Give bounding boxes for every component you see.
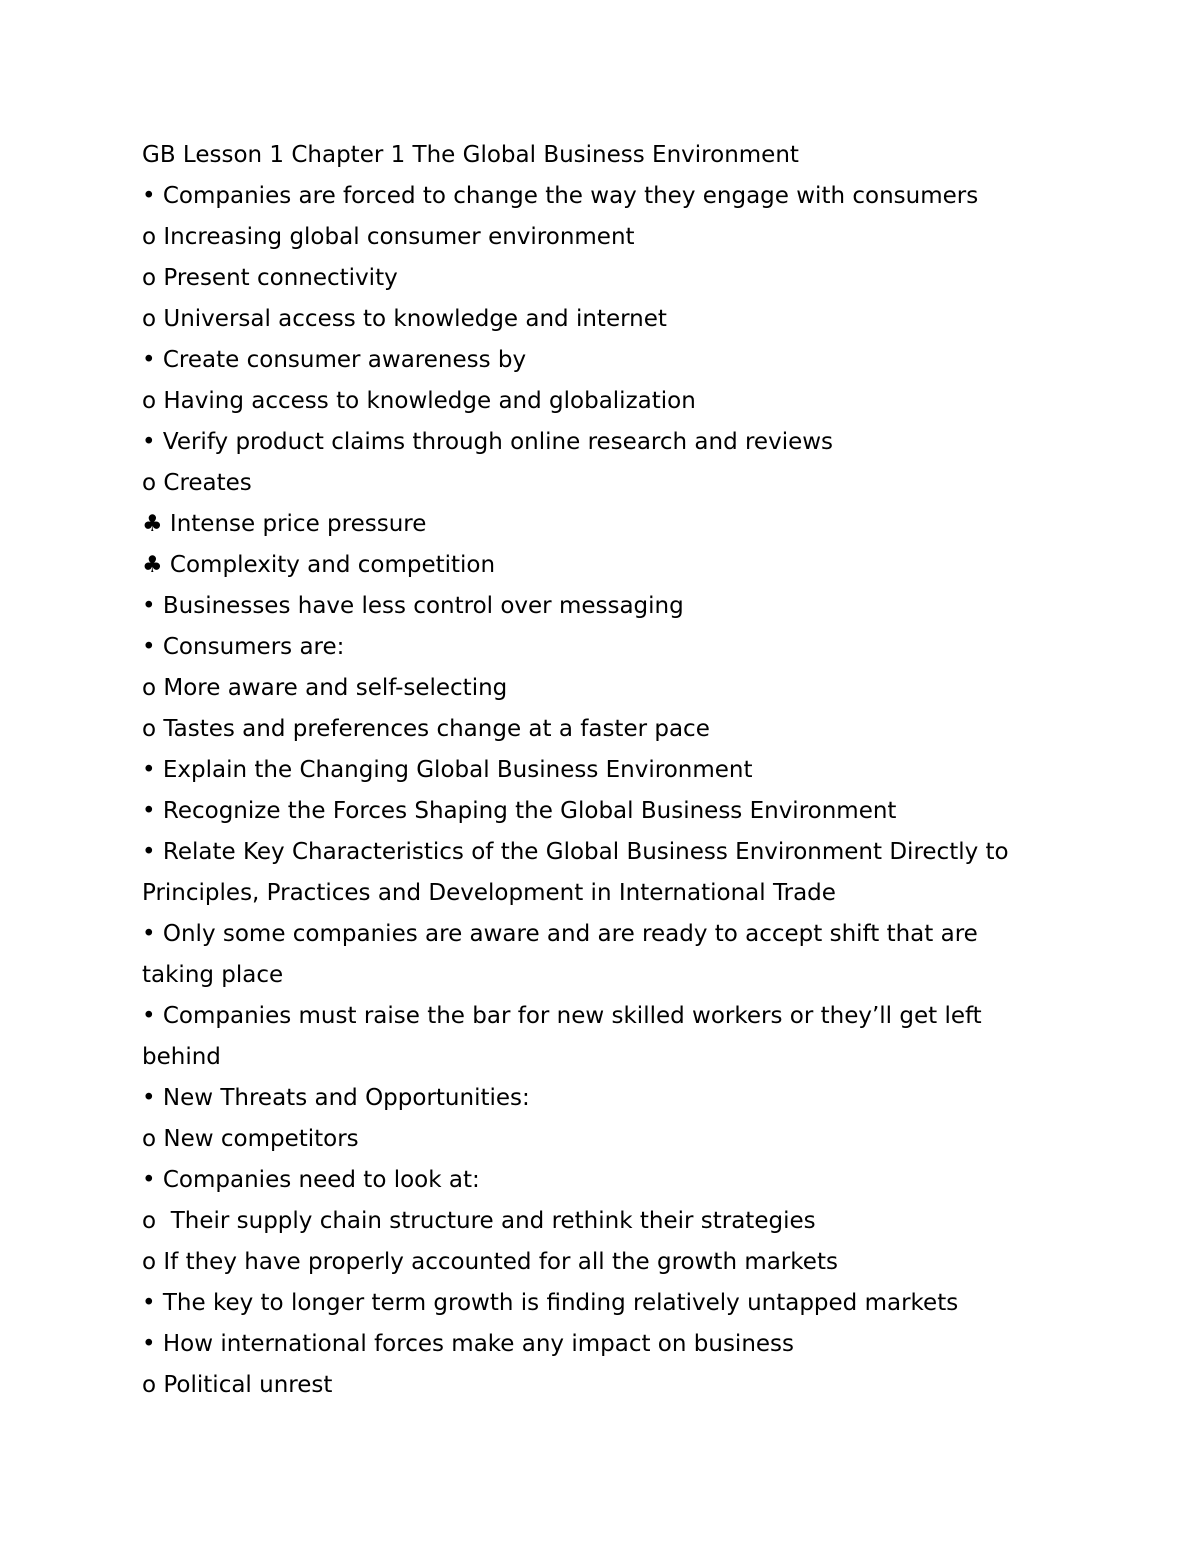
document-line: o Universal access to knowledge and internet (142, 306, 667, 332)
document-line: o Having access to knowledge and globalization (142, 388, 696, 414)
document-line: o Their supply chain structure and rethink their strategies (142, 1208, 816, 1234)
document-line: • How international forces make any impact on business (142, 1331, 795, 1357)
document-line: Principles, Practices and Development in International Trade (142, 880, 836, 906)
document-line: • Verify product claims through online research and reviews (142, 429, 834, 455)
document-line: taking place (142, 962, 284, 988)
document-line: o Political unrest (142, 1372, 333, 1398)
document-line: ♣ Complexity and competition (142, 552, 496, 578)
document-title: GB Lesson 1 Chapter 1 The Global Business Environment (142, 142, 799, 168)
document-line: ♣ Intense price pressure (142, 511, 427, 537)
document-line: behind (142, 1044, 221, 1070)
document-line: • Companies are forced to change the way they engage with consumers (142, 183, 979, 209)
document-line: • Create consumer awareness by (142, 347, 527, 373)
document-line: • New Threats and Opportunities: (142, 1085, 530, 1111)
document-line: o Present connectivity (142, 265, 398, 291)
document-line: o Increasing global consumer environment (142, 224, 635, 250)
document-line: o Creates (142, 470, 252, 496)
document-body (142, 135, 1042, 1406)
document-line: o If they have properly accounted for all the growth markets (142, 1249, 838, 1275)
document-line: • Only some companies are aware and are ready to accept shift that are (142, 921, 978, 947)
document-line: o Tastes and preferences change at a faster pace (142, 716, 710, 742)
document-line: • Relate Key Characteristics of the Global Business Environment Directly to (142, 839, 1009, 865)
document-line: • Recognize the Forces Shaping the Global Business Environment (142, 798, 897, 824)
document-line: o New competitors (142, 1126, 359, 1152)
document-line: • Explain the Changing Global Business Environment (142, 757, 753, 783)
document-line: • Businesses have less control over messaging (142, 593, 684, 619)
document-line: • The key to longer term growth is finding relatively untapped markets (142, 1290, 959, 1316)
document-line: • Companies need to look at: (142, 1167, 480, 1193)
document-line: o More aware and self-selecting (142, 675, 508, 701)
document-line: • Consumers are: (142, 634, 345, 660)
document-line: • Companies must raise the bar for new skilled workers or they’ll get left (142, 1003, 982, 1029)
